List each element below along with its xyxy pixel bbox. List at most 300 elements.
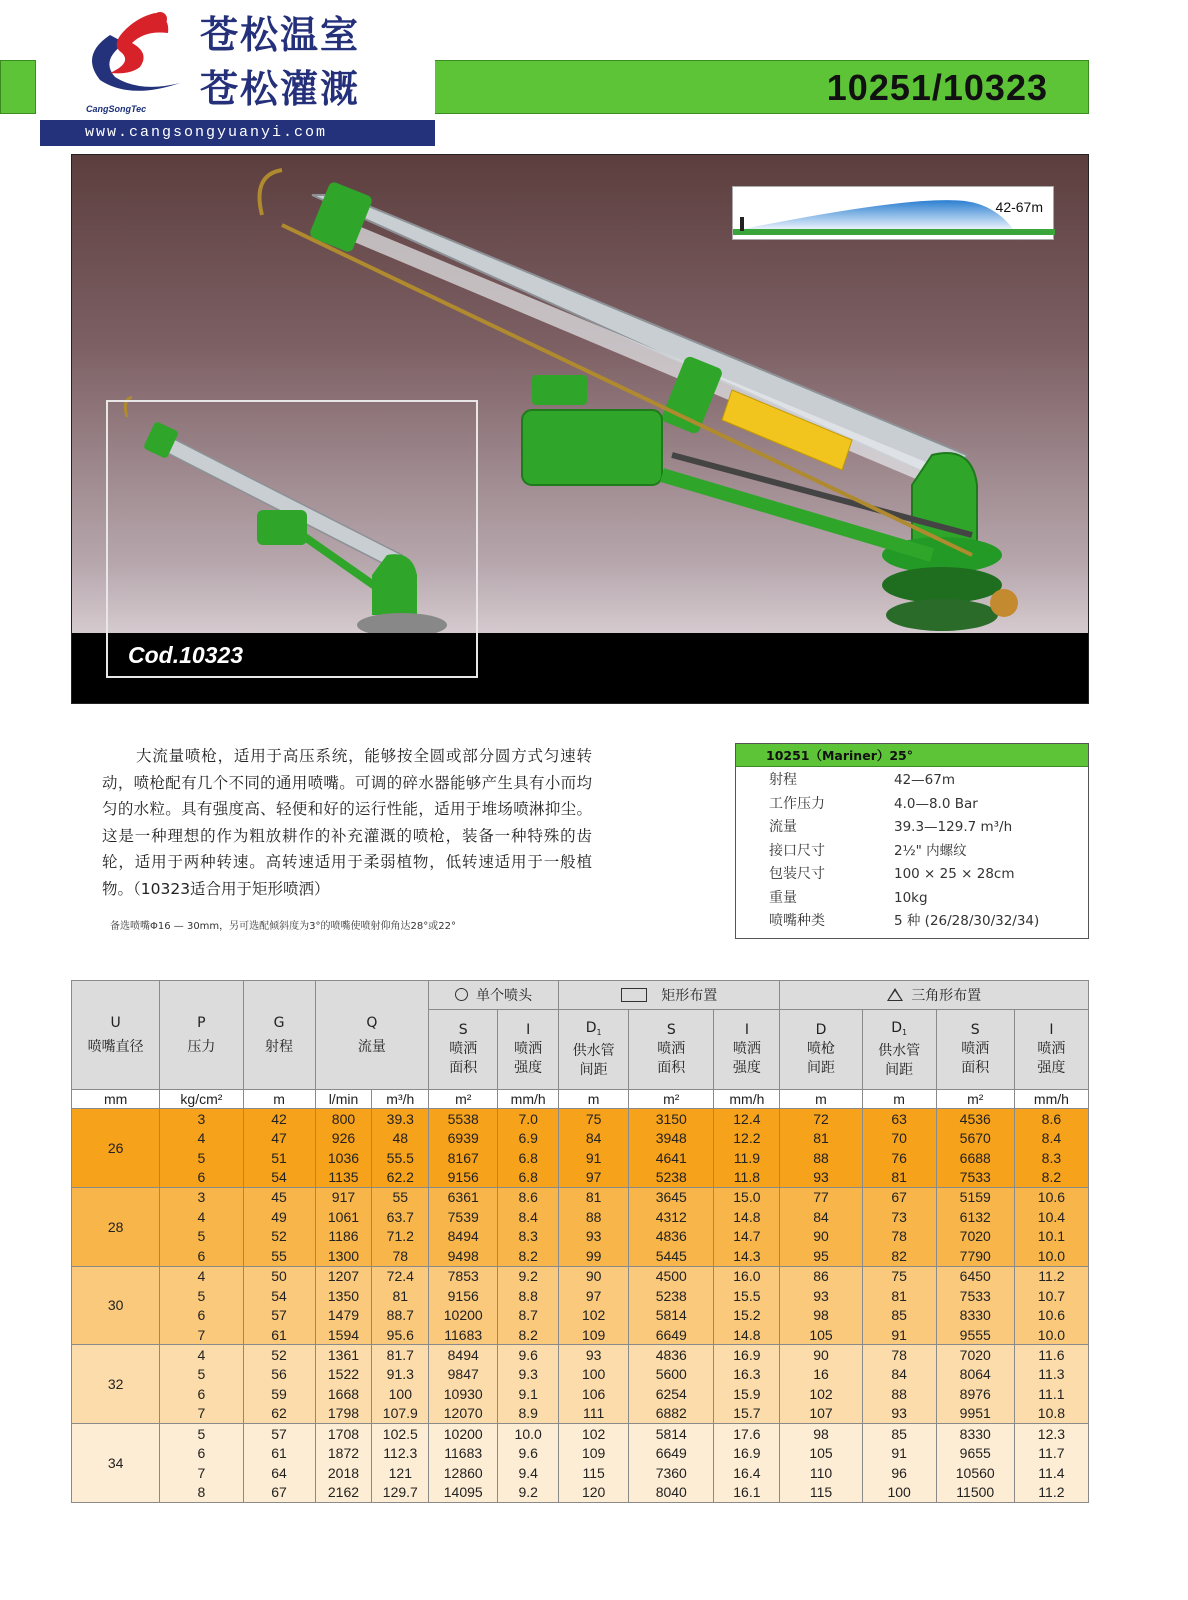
col-flow: Q 流量 [315,981,429,1090]
table-cell: 84 [862,1364,936,1384]
table-cell: 10.1 [1014,1227,1088,1247]
table-cell: 2018 [315,1463,372,1483]
table-cell: 81 [862,1286,936,1306]
table-cell: 10.4 [1014,1207,1088,1227]
table-cell: 81 [862,1168,936,1188]
table-cell: 8.8 [498,1286,559,1306]
table-cell: 54 [243,1286,315,1306]
table-cell: 81.7 [372,1345,429,1365]
table-cell: 11683 [429,1443,498,1463]
table-cell: 8494 [429,1345,498,1365]
col-single-intensity: I 喷洒 强度 [498,1010,559,1090]
table-cell: 9.2 [498,1483,559,1503]
table-cell: 12.4 [714,1109,780,1129]
table-cell: 5 [160,1364,243,1384]
table-cell: 15.7 [714,1404,780,1424]
table-cell: 81 [372,1286,429,1306]
spec-key: 射程 [769,772,797,788]
table-cell: 7020 [936,1345,1014,1365]
spec-value: 2½" 内螺纹 [894,842,967,859]
table-cell: 16.1 [714,1483,780,1503]
table-cell: 8.7 [498,1305,559,1325]
inset-frame [106,400,478,678]
table-cell: 82 [862,1246,936,1266]
unit-cell: m [862,1090,936,1109]
table-cell: 91.3 [372,1364,429,1384]
unit-cell: mm [72,1090,160,1109]
table-cell: 6.8 [498,1168,559,1188]
spec-row [736,816,1088,840]
table-cell: 7360 [629,1463,714,1483]
table-cell: 91 [862,1325,936,1345]
table-cell: 109 [559,1443,629,1463]
table-cell: 3948 [629,1128,714,1148]
unit-cell: m [780,1090,862,1109]
col-rect-pipe-spacing: $D_1$ 供水管 间距 [559,1010,629,1090]
table-cell: 67 [243,1483,315,1503]
table-cell: 3 [160,1187,243,1207]
table-cell: 16.3 [714,1364,780,1384]
table-cell: 11.3 [1014,1364,1088,1384]
table-cell: 5 [160,1424,243,1444]
table-row [72,1128,1089,1148]
group-single-head: 单个喷头 [429,981,559,1010]
nozzle-size-cell: 28 [72,1187,160,1266]
table-cell: 78 [862,1345,936,1365]
brand-name-irrigation: 苍松灌溉 [200,67,361,111]
range-diagram [732,186,1054,240]
header-green-bar-left [0,60,36,114]
table-cell: 88 [780,1148,862,1168]
table-cell: 16.4 [714,1463,780,1483]
nozzle-note: 备选喷嘴Φ16 — 30mm，另可选配倾斜度为3°的喷嘴使喷射仰角达28°或22° [110,921,456,932]
table-cell: 115 [559,1463,629,1483]
table-cell: 62 [243,1404,315,1424]
table-cell: 8.4 [1014,1128,1088,1148]
nozzle-size-cell: 32 [72,1345,160,1424]
table-cell: 1872 [315,1443,372,1463]
model-title: 10251/10323 [826,67,1048,108]
table-cell: 6882 [629,1404,714,1424]
table-cell: 9.6 [498,1443,559,1463]
table-cell: 1522 [315,1364,372,1384]
table-cell: 75 [862,1266,936,1286]
table-cell: 15.0 [714,1187,780,1207]
table-cell: 78 [862,1227,936,1247]
table-cell: 102 [559,1424,629,1444]
table-cell: 93 [780,1286,862,1306]
table-cell: 88.7 [372,1305,429,1325]
table-cell: 56 [243,1364,315,1384]
table-cell: 9847 [429,1364,498,1384]
table-cell: 85 [862,1424,936,1444]
table-row [72,1424,1089,1444]
unit-cell: l/min [315,1090,372,1109]
table-body [72,1109,1089,1503]
table-cell: 8.9 [498,1404,559,1424]
table-cell: 8330 [936,1424,1014,1444]
table-cell: 86 [780,1266,862,1286]
table-cell: 64 [243,1463,315,1483]
spec-value: 42—67m [894,772,956,788]
table-cell: 1479 [315,1305,372,1325]
table-cell: 73 [862,1207,936,1227]
table-cell: 1350 [315,1286,372,1306]
table-cell: 112.3 [372,1443,429,1463]
table-cell: 102 [780,1384,862,1404]
performance-table [71,980,1089,1503]
table-row [72,1187,1089,1207]
table-cell: 9.4 [498,1463,559,1483]
table-cell: 9.3 [498,1364,559,1384]
col-rect-area: S 喷洒 面积 [629,1010,714,1090]
spec-row [736,863,1088,887]
table-cell: 10200 [429,1305,498,1325]
table-row [72,1483,1089,1503]
table-cell: 14.8 [714,1207,780,1227]
col-tri-intensity: I 喷洒 强度 [1014,1010,1088,1090]
table-cell: 107.9 [372,1404,429,1424]
table-cell: 100 [372,1384,429,1404]
table-cell: 5814 [629,1424,714,1444]
units-row [72,1090,1089,1109]
table-cell: 5814 [629,1305,714,1325]
table-cell: 4641 [629,1148,714,1168]
col-tri-area: S 喷洒 面积 [936,1010,1014,1090]
spec-value: 100 × 25 × 28cm [894,866,1015,882]
table-cell: 926 [315,1128,372,1148]
table-cell: 10.0 [498,1424,559,1444]
table-row [72,1443,1089,1463]
table-cell: 96 [862,1463,936,1483]
table-cell: 4 [160,1266,243,1286]
table-cell: 1135 [315,1168,372,1188]
spec-rows [736,767,1088,934]
table-cell: 1668 [315,1384,372,1404]
table-cell: 7 [160,1325,243,1345]
table-cell: 109 [559,1325,629,1345]
table-cell: 1207 [315,1266,372,1286]
table-cell: 6.8 [498,1148,559,1168]
table-cell: 5 [160,1148,243,1168]
table-cell: 11.2 [1014,1483,1088,1503]
table-cell: 100 [559,1364,629,1384]
table-cell: 55.5 [372,1148,429,1168]
col-tri-pipe-spacing: $D_1$ 供水管 间距 [862,1010,936,1090]
table-cell: 10.6 [1014,1305,1088,1325]
table-cell: 1708 [315,1424,372,1444]
table-cell: 102 [559,1305,629,1325]
table-cell: 9655 [936,1443,1014,1463]
table-cell: 1361 [315,1345,372,1365]
table-cell: 17.6 [714,1424,780,1444]
table-cell: 88 [862,1384,936,1404]
table-cell: 7790 [936,1246,1014,1266]
table-row [72,1148,1089,1168]
table-cell: 6649 [629,1325,714,1345]
table-row [72,1463,1089,1483]
table-cell: 88 [559,1207,629,1227]
nozzle-size-cell: 34 [72,1424,160,1503]
table-row [72,1364,1089,1384]
table-cell: 6 [160,1305,243,1325]
table-cell: 9498 [429,1246,498,1266]
table-cell: 110 [780,1463,862,1483]
table-cell: 8040 [629,1483,714,1503]
table-cell: 61 [243,1325,315,1345]
table-cell: 1798 [315,1404,372,1424]
table-cell: 62.2 [372,1168,429,1188]
table-cell: 5238 [629,1168,714,1188]
table-cell: 115 [780,1483,862,1503]
table-cell: 9156 [429,1168,498,1188]
table-cell: 7020 [936,1227,1014,1247]
header-green-bar [434,60,1089,114]
table-cell: 6 [160,1246,243,1266]
table-cell: 10560 [936,1463,1014,1483]
table-cell: 5238 [629,1286,714,1306]
table-cell: 77 [780,1187,862,1207]
table-cell: 59 [243,1384,315,1404]
table-cell: 111 [559,1404,629,1424]
table-cell: 5 [160,1286,243,1306]
table-cell: 11500 [936,1483,1014,1503]
table-cell: 5670 [936,1128,1014,1148]
table-cell: 9555 [936,1325,1014,1345]
table-row [72,1266,1089,1286]
table-cell: 4 [160,1345,243,1365]
table-cell: 3 [160,1109,243,1129]
table-cell: 16 [780,1364,862,1384]
table-cell: 8.2 [498,1246,559,1266]
table-cell: 72 [780,1109,862,1129]
table-cell: 9.1 [498,1384,559,1404]
table-cell: 54 [243,1168,315,1188]
unit-cell: m [559,1090,629,1109]
table-cell: 7533 [936,1168,1014,1188]
table-cell: 12.3 [1014,1424,1088,1444]
table-cell: 47 [243,1128,315,1148]
table-cell: 2162 [315,1483,372,1503]
table-cell: 90 [780,1227,862,1247]
table-cell: 1300 [315,1246,372,1266]
table-cell: 55 [372,1187,429,1207]
table-cell: 6361 [429,1187,498,1207]
col-range: G 射程 [243,981,315,1090]
table-cell: 10930 [429,1384,498,1404]
table-cell: 57 [243,1305,315,1325]
spec-value: 39.3—129.7 m³/h [894,819,1013,835]
table-cell: 6132 [936,1207,1014,1227]
table-cell: 6688 [936,1148,1014,1168]
circle-icon [455,988,468,1001]
table-cell: 7533 [936,1286,1014,1306]
spec-key: 接口尺寸 [769,842,825,859]
col-tri-gun-spacing: D 喷枪 间距 [780,1010,862,1090]
table-cell: 7853 [429,1266,498,1286]
table-row [72,1227,1089,1247]
spec-row [736,793,1088,817]
table-cell: 6 [160,1168,243,1188]
table-cell: 55 [243,1246,315,1266]
table-cell: 63 [862,1109,936,1129]
table-cell: 16.9 [714,1443,780,1463]
brand-logo-block [40,0,435,146]
table-cell: 10.6 [1014,1187,1088,1207]
product-description: 大流量喷枪，适用于高压系统，能够按全圆或部分圆方式匀速转动，喷枪配有几个不同的通用喷嘴。可调的碎水器能够产生具有小而均匀的水粒。具有强度高、轻便和好的运行性能，适用于堆场喷淋抑尘。这是一种理想的作为粗放耕作的补充灌溉的喷枪，装备一种特殊的齿轮，适用于两种转速。高转速适用于柔弱植物，低转速适用于一般植物。（10323适合用于矩形喷洒） [102,747,592,898]
table-cell: 8.4 [498,1207,559,1227]
table-row [72,1246,1089,1266]
table-cell: 99 [559,1246,629,1266]
table-cell: 15.5 [714,1286,780,1306]
table-cell: 16.9 [714,1345,780,1365]
table-cell: 10200 [429,1424,498,1444]
table-cell: 11.8 [714,1168,780,1188]
table-cell: 71.2 [372,1227,429,1247]
table-cell: 12.2 [714,1128,780,1148]
table-cell: 15.9 [714,1384,780,1404]
table-cell: 9156 [429,1286,498,1306]
table-cell: 6254 [629,1384,714,1404]
table-row [72,1168,1089,1188]
table-cell: 6 [160,1443,243,1463]
table-cell: 9.2 [498,1266,559,1286]
col-single-area: S 喷洒 面积 [429,1010,498,1090]
table-cell: 4312 [629,1207,714,1227]
table-cell: 39.3 [372,1109,429,1129]
table-cell: 51 [243,1148,315,1168]
spec-key: 流量 [769,819,797,835]
spec-value: 5 种 (26/28/30/32/34) [894,913,1040,929]
table-cell: 4836 [629,1345,714,1365]
table-cell: 93 [559,1227,629,1247]
unit-cell: m³/h [372,1090,429,1109]
table-cell: 95.6 [372,1325,429,1345]
table-cell: 5538 [429,1109,498,1129]
table-cell: 800 [315,1109,372,1129]
table-cell: 11.2 [1014,1266,1088,1286]
table-cell: 6450 [936,1266,1014,1286]
table-cell: 91 [559,1148,629,1168]
table-cell: 49 [243,1207,315,1227]
table-cell: 11.7 [1014,1443,1088,1463]
table-cell: 6.9 [498,1128,559,1148]
table-cell: 8330 [936,1305,1014,1325]
table-cell: 14.7 [714,1227,780,1247]
table-cell: 97 [559,1168,629,1188]
cangsong-logo-icon [70,5,190,105]
col-pressure: P 压力 [160,981,243,1090]
spec-row [736,887,1088,911]
spec-value: 4.0—8.0 Bar [894,795,978,812]
table-cell: 8976 [936,1384,1014,1404]
table-cell: 8.3 [1014,1148,1088,1168]
table-row [72,1305,1089,1325]
spec-box [735,743,1089,939]
table-cell: 7539 [429,1207,498,1227]
table-cell: 121 [372,1463,429,1483]
table-cell: 81 [780,1128,862,1148]
table-cell: 120 [559,1483,629,1503]
table-cell: 15.2 [714,1305,780,1325]
table-cell: 8.2 [1014,1168,1088,1188]
table-cell: 9951 [936,1404,1014,1424]
table-cell: 67 [862,1187,936,1207]
table-cell: 90 [559,1266,629,1286]
spec-title: 10251（Mariner）25° [736,744,1088,767]
table-cell: 70 [862,1128,936,1148]
table-cell: 10.8 [1014,1404,1088,1424]
product-photo [71,154,1089,704]
table-cell: 10.0 [1014,1246,1088,1266]
nozzle-size-cell: 26 [72,1109,160,1188]
table-cell: 6 [160,1384,243,1404]
table-cell: 52 [243,1345,315,1365]
table-cell: 8.2 [498,1325,559,1345]
table-cell: 93 [862,1404,936,1424]
table-cell: 6939 [429,1128,498,1148]
table-cell: 107 [780,1404,862,1424]
table-cell: 98 [780,1305,862,1325]
table-cell: 11683 [429,1325,498,1345]
table-cell: 1186 [315,1227,372,1247]
table-cell: 5159 [936,1187,1014,1207]
table-cell: 98 [780,1424,862,1444]
table-cell: 8.6 [1014,1109,1088,1129]
unit-cell: m² [429,1090,498,1109]
table-row [72,1286,1089,1306]
table-cell: 7 [160,1463,243,1483]
table-cell: 1061 [315,1207,372,1227]
table-cell: 45 [243,1187,315,1207]
table-cell: 14.3 [714,1246,780,1266]
group-rectangular: 矩形布置 [559,981,780,1010]
table-cell: 100 [862,1483,936,1503]
spec-value: 10kg [894,889,928,906]
unit-cell: mm/h [714,1090,780,1109]
table-row [72,1404,1089,1424]
table-cell: 57 [243,1424,315,1444]
table-cell: 3150 [629,1109,714,1129]
table-cell: 917 [315,1187,372,1207]
table-cell: 4536 [936,1109,1014,1129]
table-cell: 85 [862,1305,936,1325]
range-label: 42-67m [995,199,1043,215]
group-triangular: 三角形布置 [780,981,1089,1010]
table-cell: 3645 [629,1187,714,1207]
table-cell: 11.6 [1014,1345,1088,1365]
table-cell: 12860 [429,1463,498,1483]
spec-row [736,910,1088,934]
table-cell: 50 [243,1266,315,1286]
table-row [72,1207,1089,1227]
table-cell: 8064 [936,1364,1014,1384]
table-cell: 1594 [315,1325,372,1345]
spec-row [736,769,1088,793]
table-cell: 5 [160,1227,243,1247]
table-cell: 81 [559,1187,629,1207]
table-cell: 5445 [629,1246,714,1266]
col-rect-intensity: I 喷洒 强度 [714,1010,780,1090]
table-cell: 4 [160,1207,243,1227]
table-cell: 5600 [629,1364,714,1384]
table-cell: 10.0 [1014,1325,1088,1345]
table-cell: 75 [559,1109,629,1129]
table-cell: 6649 [629,1443,714,1463]
table-cell: 61 [243,1443,315,1463]
table-cell: 8 [160,1483,243,1503]
spec-key: 工作压力 [769,795,825,812]
